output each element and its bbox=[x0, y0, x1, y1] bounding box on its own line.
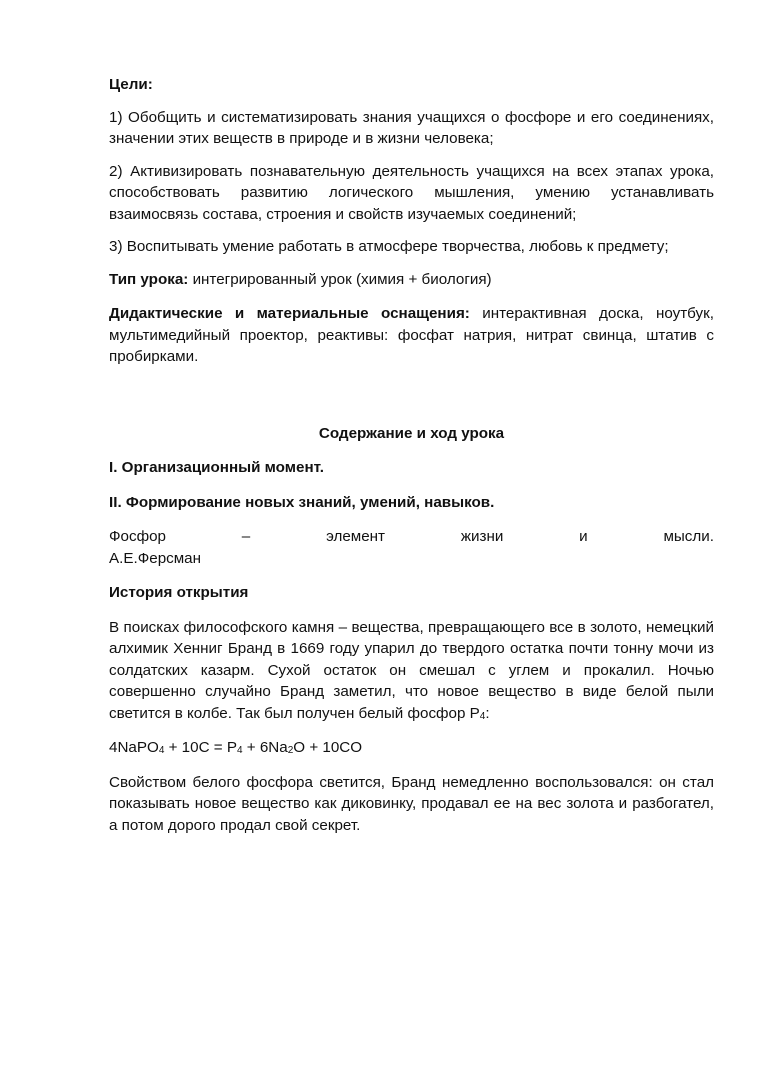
equipment-label: Дидактические и материальные оснащения: bbox=[109, 305, 470, 322]
document-content bbox=[109, 74, 714, 836]
equation-subscript: 4 bbox=[236, 745, 243, 756]
lesson-type-paragraph bbox=[109, 269, 714, 291]
equation-part: O + 10CO bbox=[293, 739, 363, 756]
equation-part: + 10C = P bbox=[164, 739, 237, 756]
chemical-equation bbox=[109, 737, 714, 759]
goal-item-3: 3) Воспитывать умение работать в атмосфере творчества, любовь к предмету; bbox=[109, 238, 669, 255]
closing-paragraph: Свойством белого фосфора светится, Бранд немедленно воспользовался: он стал показывать новое вещество как диковинку, продавал ее на вес золота и разбогател, а потом дорого продал свой секрет. bbox=[109, 773, 714, 834]
equation-subscript: 2 bbox=[287, 745, 294, 756]
history-paragraph bbox=[109, 617, 714, 725]
phosphorus-subscript: 4 bbox=[479, 710, 486, 722]
epigraph bbox=[109, 526, 714, 569]
content-heading: Содержание и ход урока bbox=[318, 424, 505, 442]
epigraph-word: элемент bbox=[326, 528, 386, 545]
section-organizational: I. Организационный момент. bbox=[109, 459, 324, 476]
history-text-end: : bbox=[485, 704, 490, 722]
equipment-value: интерактивная доска, ноутбук, мультимедийный проектор, реактивы: фосфат натрия, нитрат свинца, штатив с пробирками. bbox=[109, 305, 714, 365]
epigraph-word: – bbox=[241, 528, 251, 545]
epigraph-word: и bbox=[579, 528, 588, 545]
epigraph-word: жизни bbox=[460, 528, 504, 545]
section-new-knowledge: II. Формирование новых знаний, умений, навыков. bbox=[109, 493, 495, 511]
history-heading: История открытия bbox=[109, 584, 249, 601]
lesson-type-label: Тип урока: bbox=[109, 270, 189, 288]
epigraph-word: Фосфор bbox=[109, 528, 166, 545]
lesson-type-value: интегрированный урок (химия + биология) bbox=[188, 270, 492, 288]
epigraph-author: А.Е.Ферсман bbox=[109, 549, 202, 567]
goal-item-1: 1) Обобщить и систематизировать знания учащихся о фосфоре и его соединениях, значении этих веществ в природе и в жизни человека; bbox=[109, 108, 714, 147]
history-text: В поисках философского камня – вещества, превращающего все в золото, немецкий алхимик Хенниг Бранд в 1669 году упарил до твердого остатка почти тонну мочи из солдатских казарм. Сухой остаток он смешал с углем и прокалил. Ночью совершенно случайно Бранд заметил, что новое вещество в виде белой пыли светится в колбе. Так был получен белый фосфор Р bbox=[109, 618, 714, 722]
equation-part: + 6Na bbox=[242, 739, 288, 756]
epigraph-quote bbox=[109, 526, 714, 548]
epigraph-word: мысли. bbox=[663, 528, 714, 545]
equation-part: 4NaPO bbox=[109, 739, 159, 756]
equation-subscript: 4 bbox=[158, 745, 165, 756]
goal-item-2: 2) Активизировать познавательную деятельность учащихся на всех этапах урока, способствовать развитию логического мышления, умению устанавливать взаимосвязь состава, строения и свойств изучаемых соединений; bbox=[109, 162, 714, 223]
goals-heading: Цели: bbox=[109, 76, 153, 93]
equipment-paragraph bbox=[109, 303, 714, 368]
